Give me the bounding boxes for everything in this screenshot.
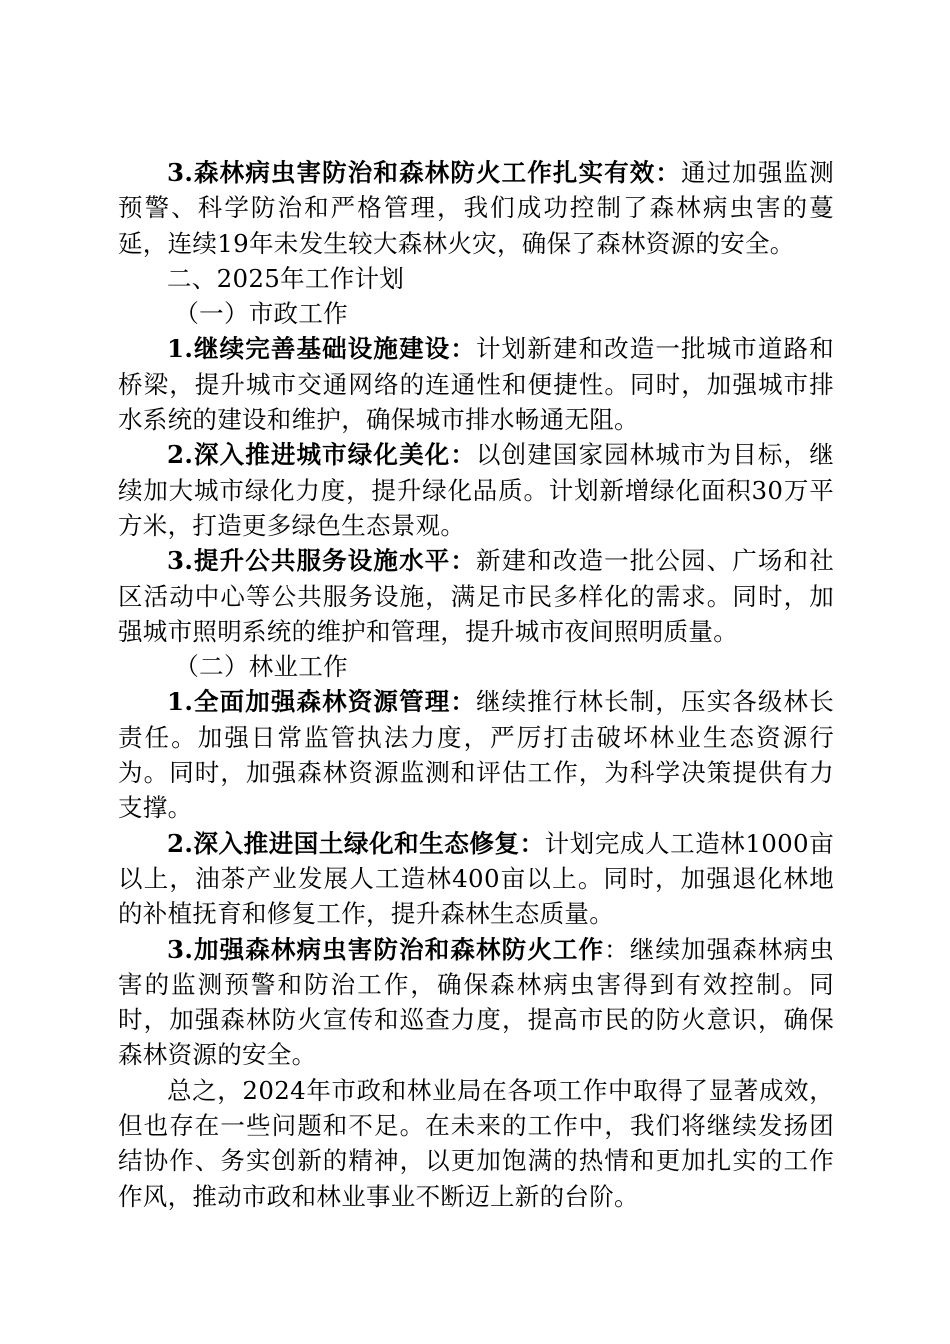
paragraph-title: 3.森林病虫害防治和森林防火工作扎实有效： [167,158,682,187]
paragraph-body: 新建和改造一批公园、广场和社区活动中心等公共服务设施，满足市民多样化的需求。同时，加强城市照明系统的维护和管理，提升城市夜间照明质量。 [118,546,834,646]
paragraph-title: 1.全面加强森林资源管理： [167,687,476,717]
subsection-heading-forestry: （二）林业工作 [174,652,348,682]
document-page [118,155,834,1214]
paragraph-title: 2.深入推进国土绿化和生态修复： [167,828,545,858]
paragraph-title: 3.提升公共服务设施水平： [167,546,476,576]
section-heading-2025-plan: 二、2025年工作计划 [167,263,405,293]
paragraph-urban-greening [118,437,834,543]
paragraph-body: 以创建国家园林城市为目标，继续加大城市绿化力度，提升绿化品质。计划新增绿化面积30万平方米，打造更多绿色生态景观。 [118,440,834,540]
paragraph-conclusion: 总之，2024年市政和林业局在各项工作中取得了显著成效，但也存在一些问题和不足。在未来的工作中，我们将继续发扬团结协作、务实创新的精神，以更加饱满的热情和更加扎实的工作作风，推动市政和林业事业不断迈上新的台阶。 [118,1075,834,1211]
paragraph-title: 2.深入推进城市绿化美化： [167,440,476,470]
paragraph-body: 计划新建和改造一批城市道路和桥梁，提升城市交通网络的连通性和便捷性。同时，加强城市排水系统的建设和维护，确保城市排水畅通无阻。 [118,334,834,435]
paragraph-public-services [118,543,834,649]
paragraph-infrastructure [118,331,834,437]
paragraph-forest-pest-fire-plan [118,932,834,1073]
paragraph-body: 计划完成人工造林1000亩以上，油茶产业发展人工造林400亩以上。同时，加强退化林地的补植抚育和修复工作，提升森林生态质量。 [118,828,834,929]
paragraph-body: 通过加强监测预警、科学防治和严格管理，我们成功控制了森林病虫害的蔓延，连续19年未发生较大森林火灾，确保了森林资源的安全。 [118,158,834,258]
paragraph-title: 1.继续完善基础设施建设： [167,334,476,364]
paragraph-title: 3.加强森林病虫害防治和森林防火工作 [167,934,605,964]
paragraph-forest-resource-management [118,684,834,825]
subsection-heading-municipal: （一）市政工作 [174,299,348,329]
paragraph-forest-pest-control-results [118,155,834,261]
paragraph-body: ：继续加强森林病虫害的监测预警和防治工作，确保森林病虫害得到有效控制。同时，加强森林防火宣传和巡查力度，提高市民的防火意识，确保森林资源的安全。 [118,934,834,1070]
paragraph-land-greening [118,826,834,932]
paragraph-body: 继续推行林长制，压实各级林长责任。加强日常监管执法力度，严厉打击破坏林业生态资源行为。同时，加强森林资源监测和评估工作，为科学决策提供有力支撑。 [118,687,834,823]
